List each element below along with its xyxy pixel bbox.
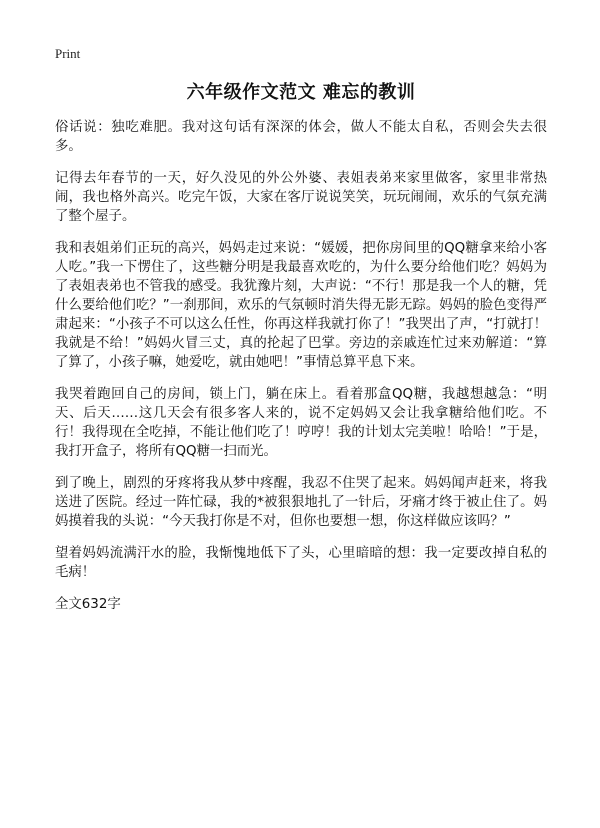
paragraph-4: 我哭着跑回自己的房间，锁上门，躺在床上。看着那盒QQ糖，我越想越急：“明天、后天……这几天会有很多客人来的，说不定妈妈又会让我拿糖给他们吃。不行！我得现在全吃掉，不能让他们吃了！哼哼！我的计划太完美啦！哈哈！”于是，我打开盒子，将所有QQ糖一扫而光。 [55, 387, 547, 459]
paragraph-5: 到了晚上，剧烈的牙疼将我从梦中疼醒，我忍不住哭了起来。妈妈闻声赶来，将我送进了医院。经过一阵忙碌，我的*被狠狠地扎了一针后，牙痛才终于被止住了。妈妈摸着我的头说：“今天我打你是不对，但你也要想一想，你这样做应该吗？” [55, 476, 547, 529]
paragraph-1: 俗话说：独吃难肥。我对这句话有深深的体会，做人不能太自私，否则会失去很多。 [55, 120, 547, 154]
paragraph-3: 我和表姐弟们正玩的高兴，妈妈走过来说：“媛媛，把你房间里的QQ糖拿来给小客人吃。”我一下愣住了，这些糖分明是我最喜欢吃的，为什么要分给他们吃？妈妈为了表姐表弟也不管我的感受。我犹豫片刻，大声说：“不行！那是我一个人的糖，凭什么要给他们吃？”一刹那间，欢乐的气氛顿时消失得无影无踪。妈妈的脸色变得严肃起来：“小孩子不可以这么任性，你再这样我就打你了！”我哭出了声，“打就打！我就是不给！”妈妈火冒三丈，真的抡起了巴掌。旁边的亲戚连忙过来劝解道：“算了算了，小孩子嘛，她爱吃，就由她吧！”事情总算平息下来。 [55, 241, 547, 370]
print-link[interactable]: Print [55, 46, 81, 61]
paragraph-2: 记得去年春节的一天，好久没见的外公外婆、表姐表弟来家里做客，家里非常热闹，我也格外高兴。吃完午饭，大家在客厅说说笑笑，玩玩闹闹，欢乐的气氛充满了整个屋子。 [55, 171, 547, 224]
article-title: 六年级作文范文 难忘的教训 [186, 82, 416, 103]
article [55, 80, 547, 614]
paragraph-6: 望着妈妈流满汗水的脸，我惭愧地低下了头，心里暗暗的想：我一定要改掉自私的毛病！ [55, 546, 547, 580]
word-count: 全文632字 [55, 597, 121, 612]
